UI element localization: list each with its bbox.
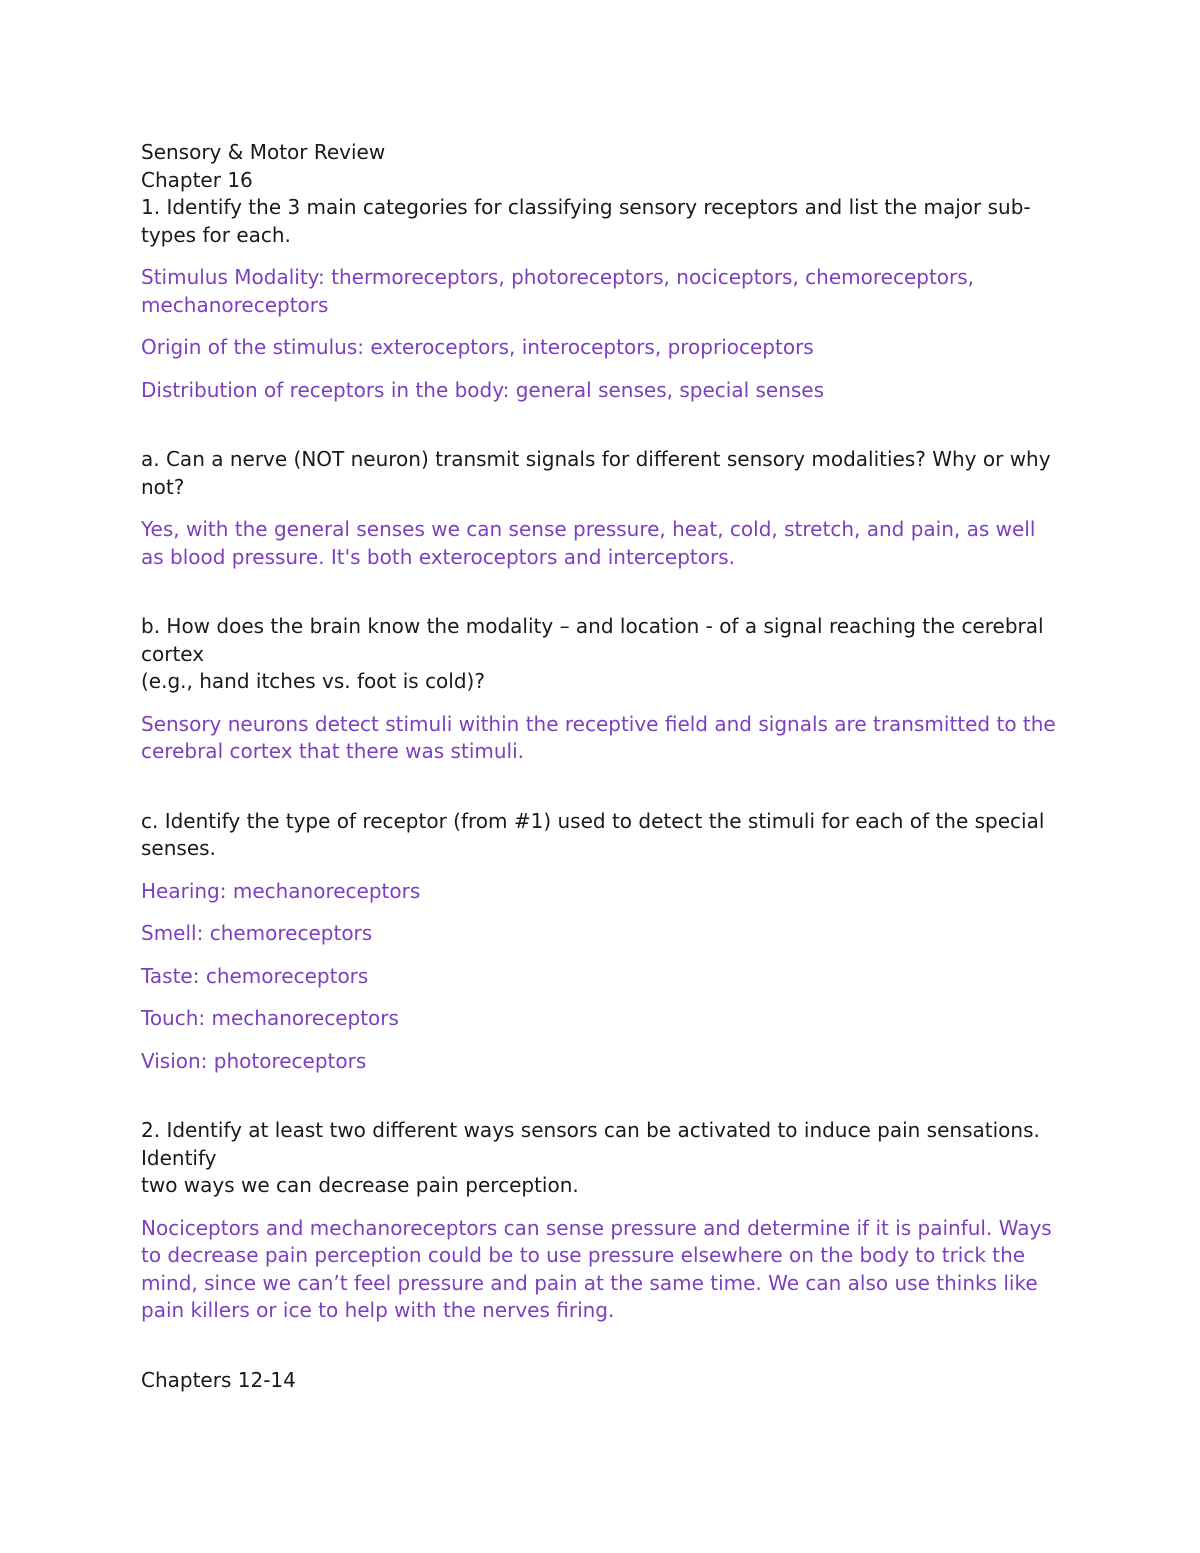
answer-a: Yes, with the general senses we can sense pressure, heat, cold, stretch, and pain, as well as blood pressure. It's both exteroceptors and interceptors. — [141, 517, 1036, 569]
answer-c-taste: Taste: chemoreceptors — [141, 963, 369, 988]
answer-b: Sensory neurons detect stimuli within the receptive field and signals are transmitted to the cerebral cortex that there was stimuli. — [141, 711, 1056, 763]
chapter-heading: Chapter 16 — [141, 167, 253, 192]
answer-c-touch: Touch: mechanoreceptors — [141, 1006, 399, 1030]
question-b: b. How does the brain know the modality – and location - of a signal reaching the cerebral cortex — [141, 614, 1044, 666]
question-a: a. Can a nerve (NOT neuron) transmit signals for different sensory modalities? Why or why not? — [141, 447, 1051, 499]
document-page — [141, 139, 1061, 1394]
question-b-example: (e.g., hand itches vs. foot is cold)? — [141, 669, 485, 693]
answer-1-origin: Origin of the stimulus: exteroceptors, interoceptors, proprioceptors — [141, 335, 814, 359]
chapters-heading: Chapters 12-14 — [141, 1367, 296, 1392]
answer-1-stimulus-modality: Stimulus Modality: thermoreceptors, photoreceptors, nociceptors, chemoreceptors, mechanoreceptors — [141, 265, 975, 317]
answer-c-vision: Vision: photoreceptors — [141, 1048, 367, 1073]
answer-c-hearing: Hearing: mechanoreceptors — [141, 878, 421, 903]
question-2-continued: two ways we can decrease pain perception. — [141, 1173, 579, 1197]
question-2: 2. Identify at least two different ways sensors can be activated to induce pain sensations. Identify — [141, 1118, 1040, 1170]
question-c: c. Identify the type of receptor (from #1) used to detect the stimuli for each of the special senses. — [141, 808, 1045, 860]
question-1: 1. Identify the 3 main categories for classifying sensory receptors and list the major sub-types for each. — [141, 195, 1031, 247]
answer-2: Nociceptors and mechanoreceptors can sense pressure and determine if it is painful. Ways to decrease pain perception could be to use pressure elsewhere on the body to trick the mind, since we can’t feel pressure and pain at the same time. We can also use thinks like pain killers or ice to help with the nerves firing. — [141, 1215, 1052, 1322]
answer-1-distribution: Distribution of receptors in the body: general senses, special senses — [141, 377, 825, 402]
document-title: Sensory & Motor Review — [141, 140, 386, 164]
answer-c-smell: Smell: chemoreceptors — [141, 921, 373, 945]
